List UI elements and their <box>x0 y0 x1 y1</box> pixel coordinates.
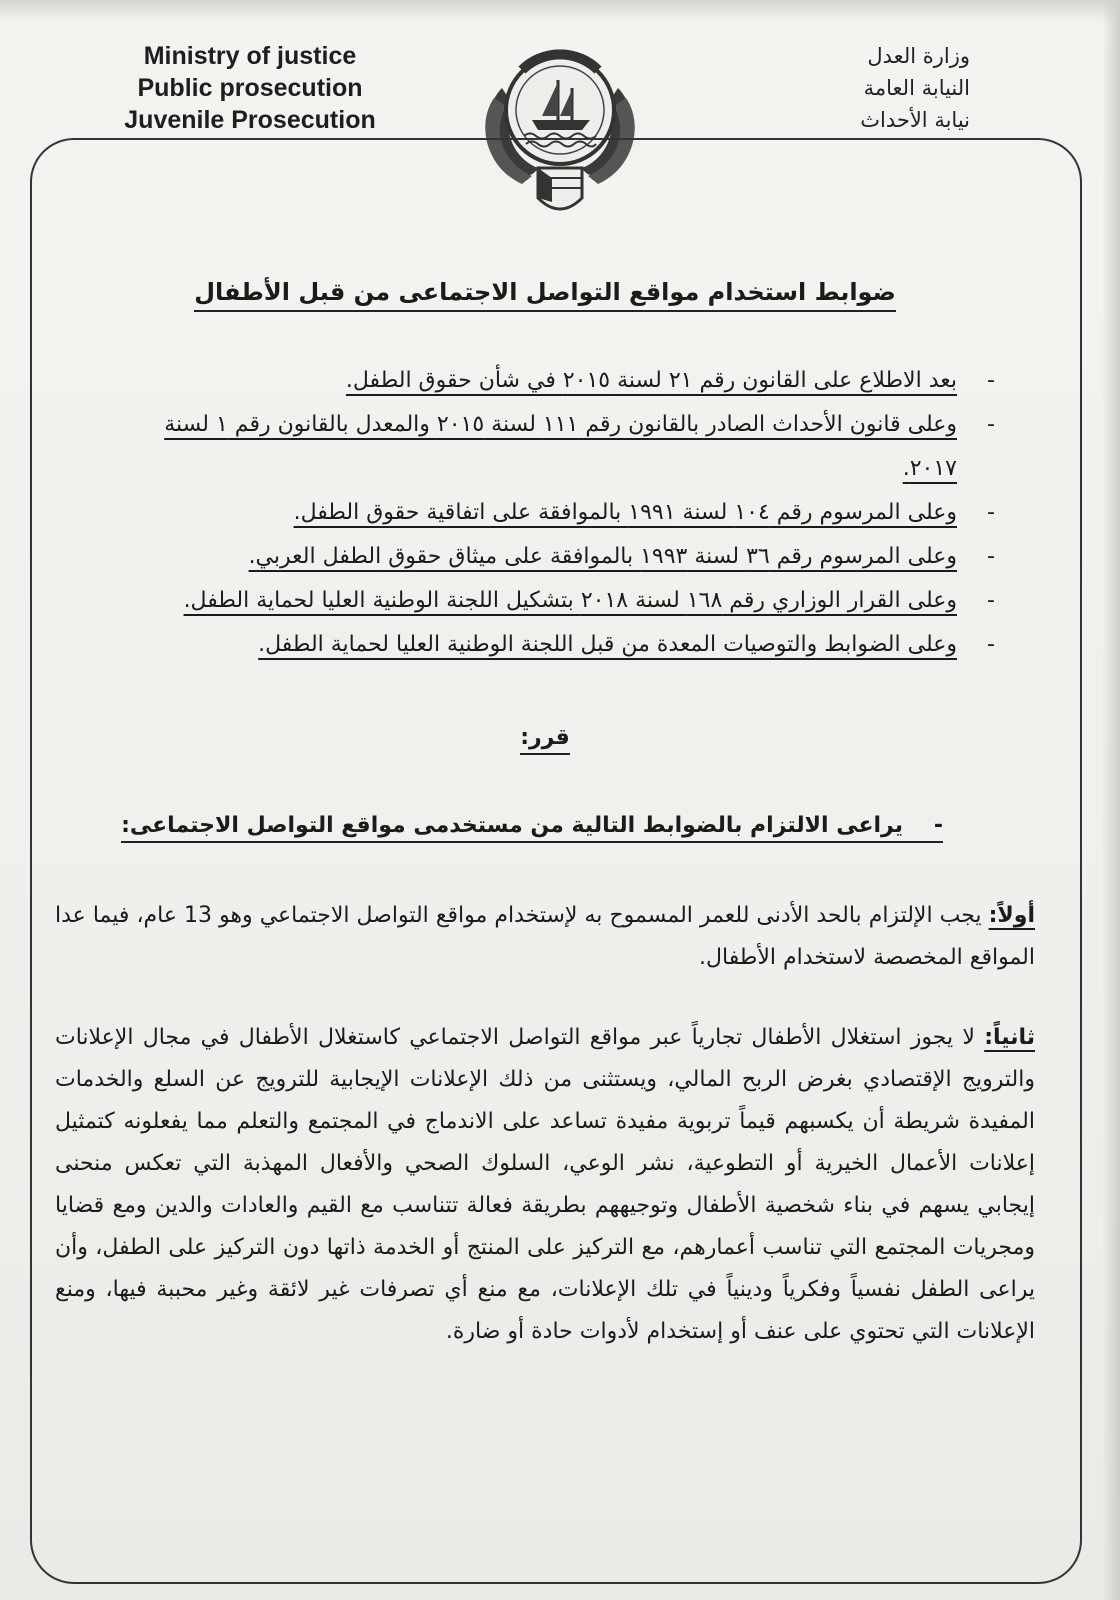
ministry-name-en: Ministry of justice <box>143 42 357 70</box>
clause-text: يجب الإلتزام بالحد الأدنى للعمر المسموح به لإستخدام مواقع التواصل الاجتماعي وهو 13 عام، فيما عدا المواقع المخصصة لاستخدام الأطفال. <box>55 903 1035 970</box>
document-body <box>55 275 1035 1353</box>
ministry-name-ar: وزارة العدل <box>867 44 970 68</box>
arabic-letterhead <box>770 40 970 136</box>
clause-first <box>55 895 1035 979</box>
preamble-item: - وعلى الضوابط والتوصيات المعدة من قبل اللجنة الوطنية العليا لحماية الطفل. <box>258 632 995 657</box>
english-letterhead <box>100 40 400 136</box>
document-title: ضوابط استخدام مواقع التواصل الاجتماعى من قبل الأطفال <box>55 275 1035 309</box>
preamble-item: - وعلى المرسوم رقم ١٠٤ لسنة ١٩٩١ بالموافقة على اتفاقية حقوق الطفل. <box>293 500 995 525</box>
department-name-en: Juvenile Prosecution <box>124 106 376 134</box>
clause-label: ثانياً: <box>984 1025 1036 1050</box>
decision-heading: قرر: <box>55 721 1035 755</box>
preamble-list <box>55 359 1035 667</box>
preamble-item: - وعلى المرسوم رقم ٣٦ لسنة ١٩٩٣ بالموافقة على ميثاق حقوق الطفل العربي. <box>248 544 995 569</box>
clause-text: لا يجوز استغلال الأطفال تجارياً عبر مواقع التواصل الاجتماعي كاستغلال الأطفال في مجال الإعلانات والترويج الإقتصادي بغرض الربح المالي، ويستثنى من ذلك الإعلانات الإيجابية للترويج عن السلع والخدمات المفيدة شريطة أن يكسبهم قيماً تربوية مفيدة تساعد على الاندماج في المجتمع والتعلم مما يفعلونه كتمثيل إعلانات الأعمال الخيرية أو التطوعية، نشر الوعي، السلوك الصحي والأفعال المهذبة التي تعكس منحنى إيجابي يسهم في بناء شخصية الأطفال وتوجيههم بطريقة فعالة تتناسب مع القيم والعادات والدين ومع قضايا ومجريات المجتمع التي تناسب أعمارهم، مع التركيز على المنتج أو الخدمة ذاتها دون التركيز على الطفل، وأن يراعى الطفل نفسياً وفكرياً ودينياً في تلك الإعلانات، مع منع أي تصرفات غير لائقة وغير محببة فيها، ومنع الإعلانات التي تحتوي على عنف أو إستخدام لأدوات حادة أو ضارة. <box>55 1025 1035 1344</box>
clause-label: أولاً: <box>988 903 1035 928</box>
page-shadow-right <box>1102 0 1120 1600</box>
prosecution-name-ar: النيابة العامة <box>863 76 970 100</box>
preamble-item: - وعلى قانون الأحداث الصادر بالقانون رقم ١١١ لسنة ٢٠١٥ والمعدل بالقانون رقم ١ لسنة ٢٠١٧. <box>164 412 995 481</box>
clause-second <box>55 1017 1035 1353</box>
page-shadow-top <box>0 0 1120 22</box>
prosecution-name-en: Public prosecution <box>137 74 363 102</box>
preamble-item: - بعد الاطلاع على القانون رقم ٢١ لسنة ٢٠١٥ في شأن حقوق الطفل. <box>345 368 995 393</box>
preamble-item: - وعلى القرار الوزاري رقم ١٦٨ لسنة ٢٠١٨ بتشكيل اللجنة الوطنية العليا لحماية الطفل. <box>183 588 995 613</box>
department-name-ar: نيابة الأحداث <box>860 108 970 132</box>
instruction-line: - يراعى الالتزام بالضوابط التالية من مستخدمى مواقع التواصل الاجتماعى: <box>55 809 1035 843</box>
